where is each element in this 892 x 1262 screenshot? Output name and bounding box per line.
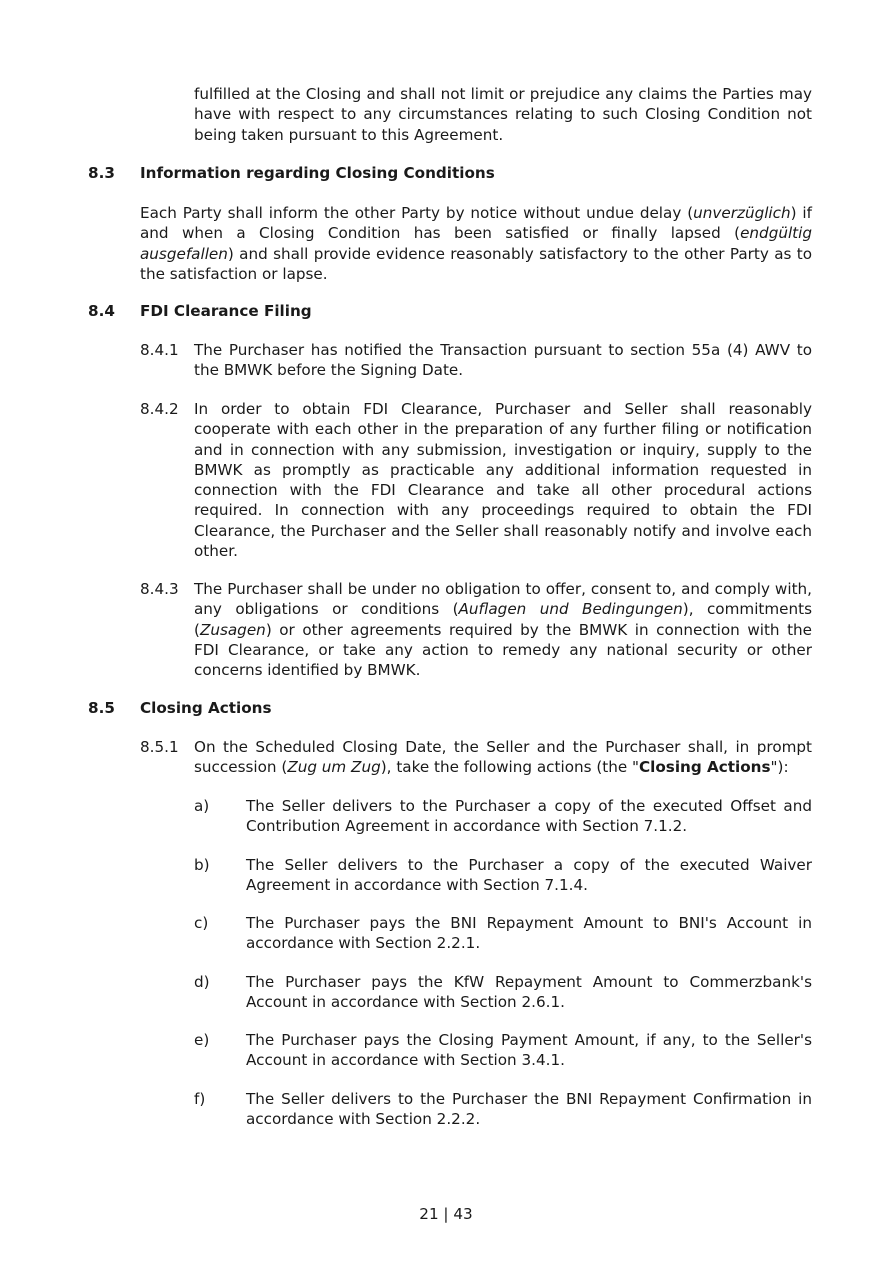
intro-paragraph: fulfilled at the Closing and shall not limit or prejudice any claims the Parties may have with respect to any circumstances relating to such Closing Condition not being taken pursuant to this Agreement. bbox=[194, 85, 812, 144]
defined-term-closing-actions: Closing Actions bbox=[639, 758, 771, 777]
term-zusagen: Zusagen bbox=[199, 620, 266, 639]
item-f-label: f) bbox=[194, 1090, 206, 1108]
clause-8-5-1-text: On the Scheduled Closing Date, the Seller and the Purchaser shall, in prompt succession (Zug um Zug), take the following actions (the "Closing Actions"): bbox=[194, 738, 812, 777]
item-d-label: d) bbox=[194, 973, 210, 991]
section-8-4-title: FDI Clearance Filing bbox=[140, 302, 312, 320]
item-b-text: The Seller delivers to the Purchaser a copy of the executed Waiver Agreement in accordance with Section 7.1.4. bbox=[246, 856, 812, 895]
clause-8-4-2-number: 8.4.2 bbox=[140, 400, 179, 418]
term-unverzueglich: unverzüglich bbox=[693, 204, 791, 222]
item-c-label: c) bbox=[194, 914, 209, 932]
item-e-label: e) bbox=[194, 1031, 210, 1049]
clause-8-4-3-text: The Purchaser shall be under no obligation to offer, consent to, and comply with, any obligations or conditions (Auflagen und Bedingungen), commitments (Zusagen) or other agreements required by the BMWK in connection with the FDI Clearance, or take any action to remedy any national security or other concerns identified by BMWK. bbox=[194, 580, 812, 680]
clause-8-4-1-text: The Purchaser has notified the Transaction pursuant to section 55a (4) AWV to the BMWK before the Signing Date. bbox=[194, 341, 812, 380]
item-a-text: The Seller delivers to the Purchaser a copy of the executed Offset and Contribution Agreement in accordance with Section 7.1.2. bbox=[246, 797, 812, 836]
item-f-text: The Seller delivers to the Purchaser the BNI Repayment Confirmation in accordance with Section 2.2.2. bbox=[246, 1090, 812, 1129]
item-b-label: b) bbox=[194, 856, 210, 874]
clause-8-5-1-number: 8.5.1 bbox=[140, 738, 179, 756]
item-d-text: The Purchaser pays the KfW Repayment Amount to Commerzbank's Account in accordance with Section 2.6.1. bbox=[246, 973, 812, 1012]
section-8-4-number: 8.4 bbox=[88, 302, 115, 320]
item-c-text: The Purchaser pays the BNI Repayment Amount to BNI's Account in accordance with Section 2.2.1. bbox=[246, 914, 812, 953]
item-a-label: a) bbox=[194, 797, 210, 815]
page-number: 21 | 43 bbox=[419, 1205, 473, 1223]
clause-8-4-2-text: In order to obtain FDI Clearance, Purchaser and Seller shall reasonably cooperate with each other in the preparation of any further filing or notification and in connection with any submission, investigation or inquiry, supply to the BMWK as promptly as practicable any additional information requested in connection with the FDI Clearance and take all other procedural actions required. In connection with any proceedings required to obtain the FDI Clearance, the Purchaser and the Seller shall reasonably notify and involve each other. bbox=[194, 400, 812, 561]
item-e-text: The Purchaser pays the Closing Payment Amount, if any, to the Seller's Account in accordance with Section 3.4.1. bbox=[246, 1031, 812, 1070]
section-8-3-title: Information regarding Closing Conditions bbox=[140, 164, 495, 182]
section-8-5-title: Closing Actions bbox=[140, 699, 272, 717]
section-8-5-number: 8.5 bbox=[88, 699, 115, 717]
section-8-3-number: 8.3 bbox=[88, 164, 115, 182]
section-8-3-paragraph: Each Party shall inform the other Party by notice without undue delay (unverzüglich) if and when a Closing Condition has been satisfied or finally lapsed (endgültig ausgefallen) and shall provide evidence reasonably satisfactory to the other Party as to the satisfaction or lapse. bbox=[140, 204, 812, 283]
term-zug-um-zug: Zug um Zug bbox=[287, 758, 381, 777]
clause-8-4-3-number: 8.4.3 bbox=[140, 580, 179, 598]
clause-8-4-1-number: 8.4.1 bbox=[140, 341, 179, 359]
term-auflagen-und-bedingungen: Auflagen und Bedingungen bbox=[458, 600, 683, 619]
term-endgueltig-ausgefallen: endgültig ausgefallen bbox=[140, 224, 812, 263]
